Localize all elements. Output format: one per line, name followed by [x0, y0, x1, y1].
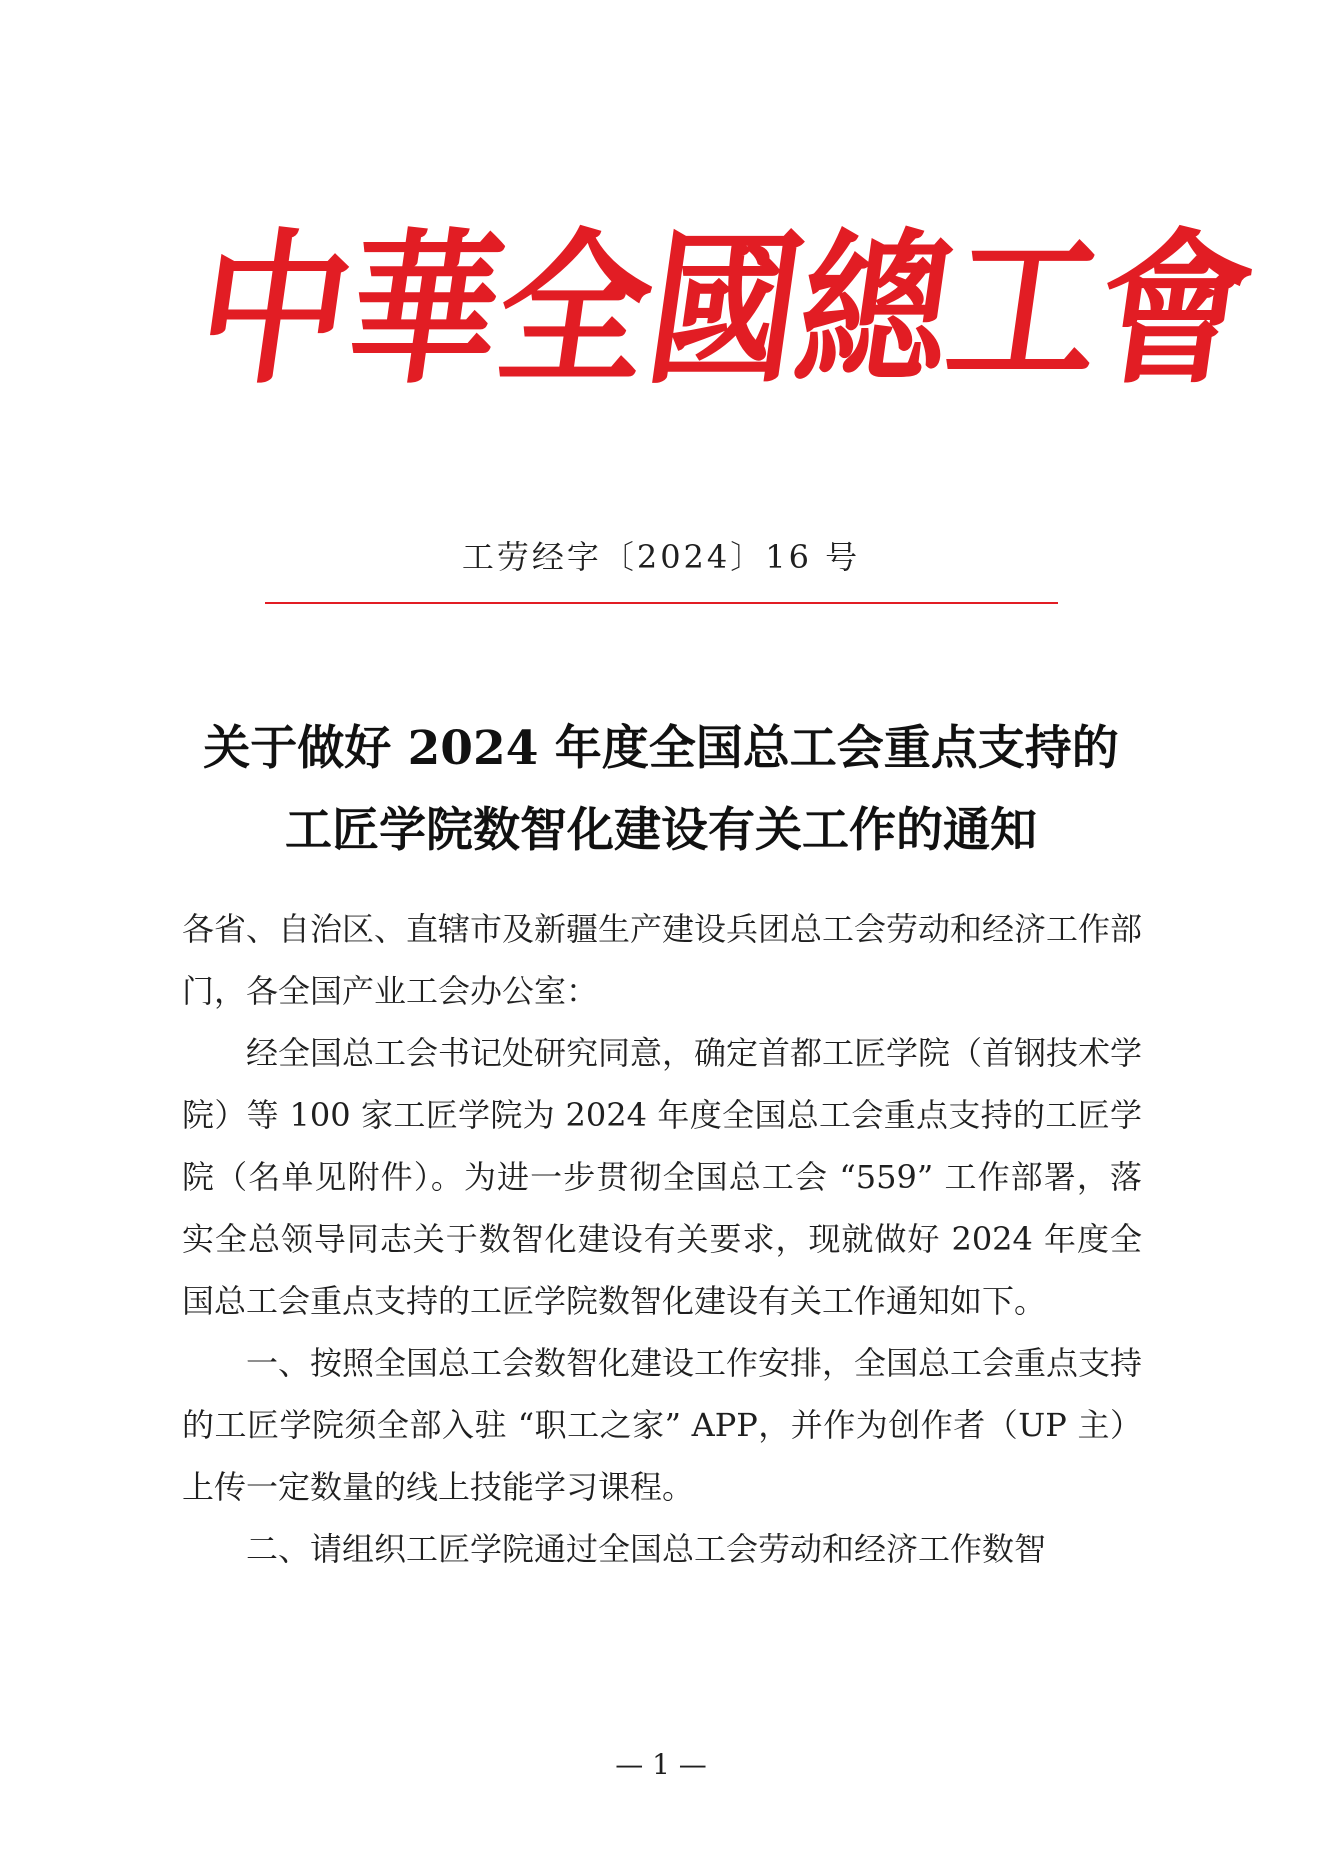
body-paragraph: 一、按照全国总工会数智化建设工作安排，全国总工会重点支持的工匠学院须全部入驻 “职工之家” APP，并作为创作者（UP 主）上传一定数量的线上技能学习课程。: [182, 1344, 1143, 1506]
masthead-char: 會: [1086, 213, 1264, 407]
red-divider-line: [265, 602, 1058, 604]
document-title: [120, 708, 1202, 872]
title-line-1: 关于做好 2024 年度全国总工会重点支持的: [203, 721, 1119, 776]
body-paragraph: 二、请组织工匠学院通过全国总工会劳动和经济工作数智: [246, 1530, 1047, 1568]
masthead-char: 全: [486, 213, 664, 407]
addressee: 各省、自治区、直辖市及新疆生产建设兵团总工会劳动和经济工作部门，各全国产业工会办公室：: [182, 910, 1143, 1010]
masthead-char: 國: [636, 213, 814, 407]
title-line-2: 工匠学院数智化建设有关工作的通知: [285, 803, 1037, 858]
masthead-char: 華: [336, 213, 514, 407]
document-body: [182, 898, 1142, 1580]
page-number: — 1 —: [615, 1748, 707, 1781]
document-number: 工劳经字〔2024〕16 号: [461, 538, 861, 576]
masthead-char: 中: [186, 213, 364, 407]
body-paragraph: 经全国总工会书记处研究同意，确定首都工匠学院（首钢技术学院）等 100 家工匠学院为 2024 年度全国总工会重点支持的工匠学院（名单见附件）。为进一步贯彻全国总工会 “559” 工作部署，落实全总领导同志关于数智化建设有关要求，现就做好 2024 年度全国总工会重点支持的工匠学院数智化建设有关工作通知如下。: [182, 1034, 1143, 1320]
masthead-seal: [186, 190, 1264, 430]
masthead-char: 總: [786, 213, 964, 407]
masthead-char: 工: [936, 213, 1114, 407]
